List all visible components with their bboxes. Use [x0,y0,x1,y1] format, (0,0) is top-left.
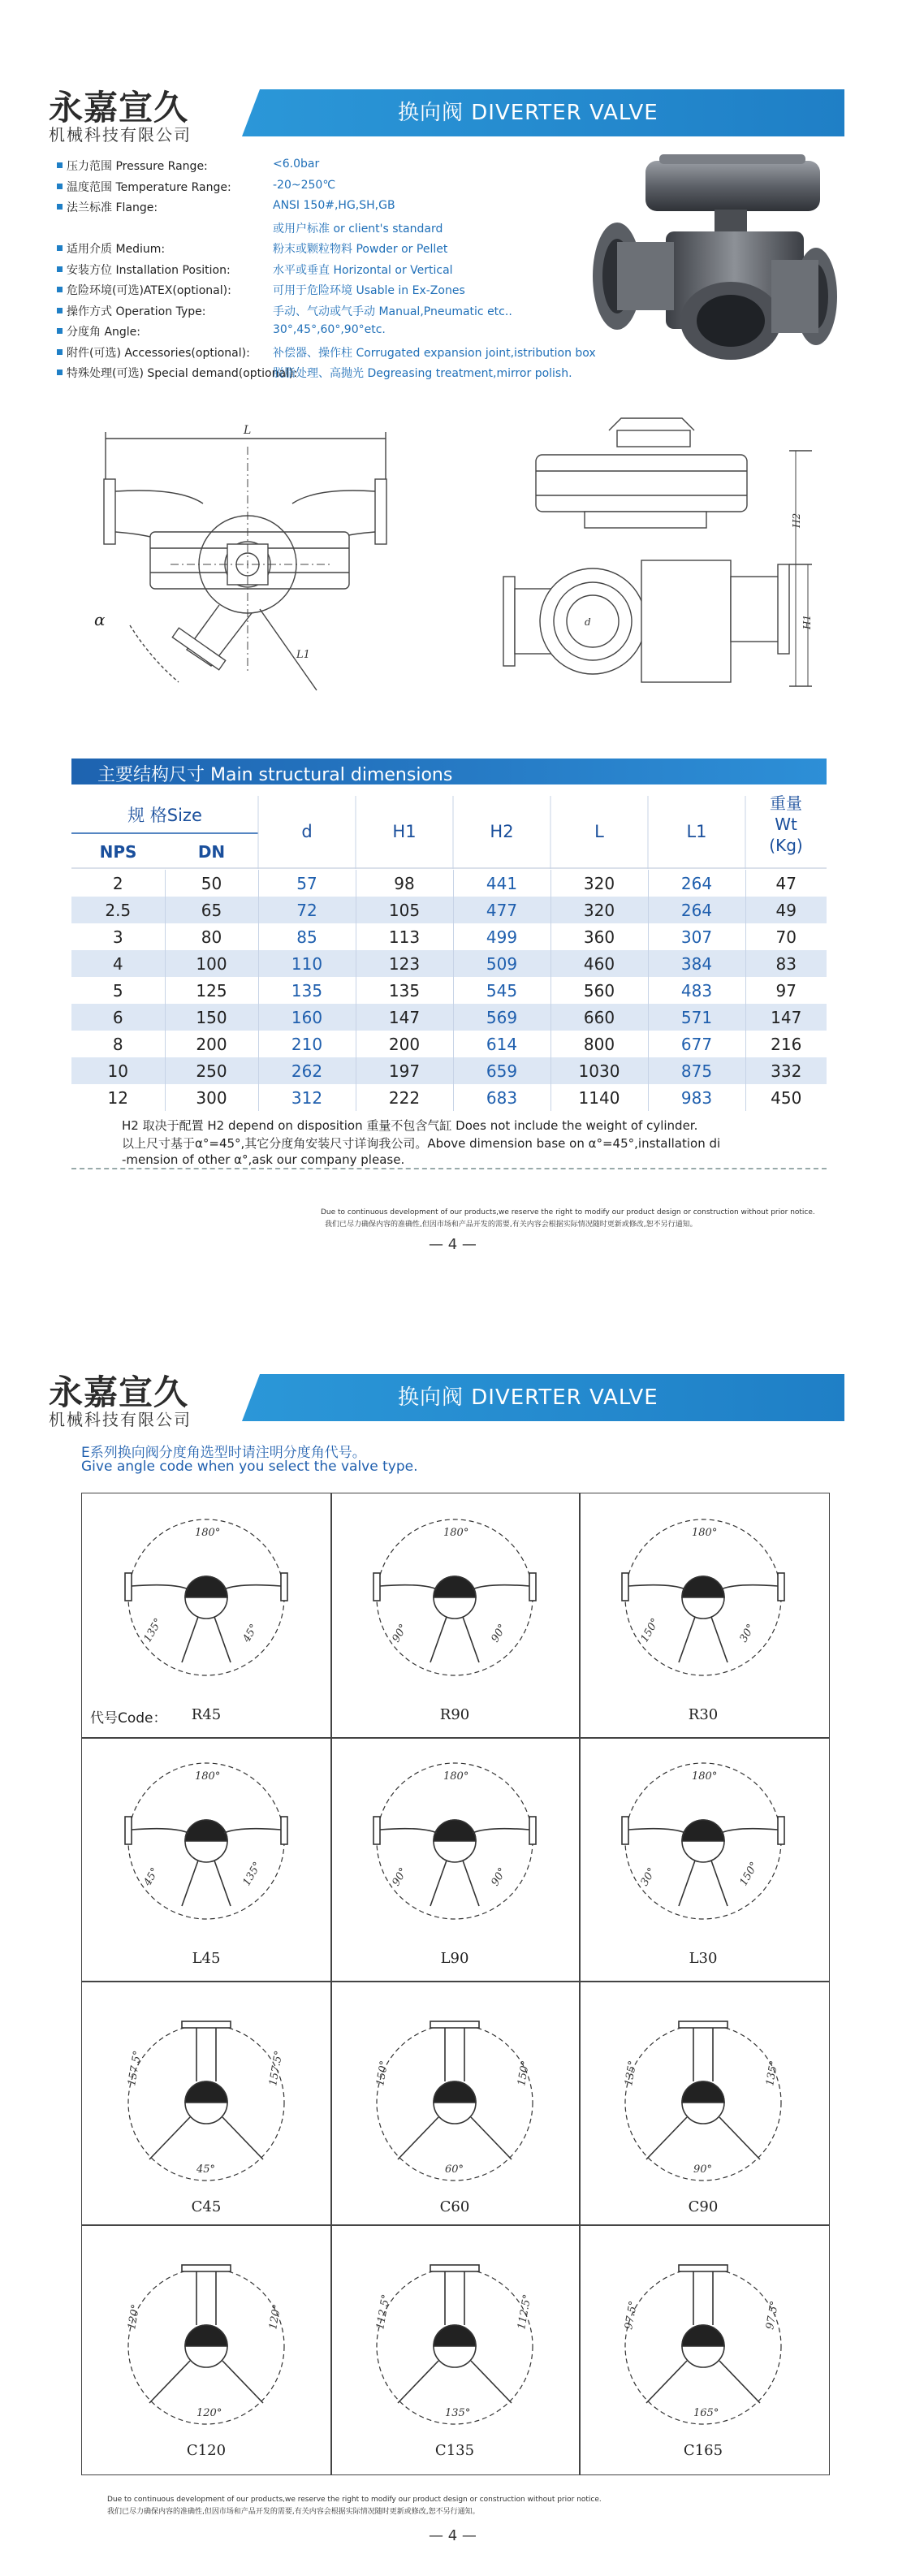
angle-diagram [579,1493,827,1737]
footer-disclaimer-en: Due to continuous development of our products,we reserve the right to modify our product design or construction without prior notice. [107,2496,602,2504]
footer-disclaimer-en: Due to continuous development of our products,we reserve the right to modify our product design or construction without prior notice. [321,1208,815,1217]
company-name: 机械科技有限公司 [49,1410,192,1429]
weight-en: Wt [775,815,797,834]
table-cell-h1: 222 [356,1084,453,1111]
page-title: 换向阀 DIVERTER VALVE [398,1385,658,1410]
table-cell-wt: 47 [745,870,827,897]
angle-label: 90° [489,1865,509,1888]
angle-label: 157.5° [267,2050,286,2087]
spec-item [57,365,641,386]
angle-label: 150° [638,1616,663,1645]
angle-label: 120° [126,2303,143,2331]
spec-value: 或用户标准 or client's standard [273,222,443,236]
table-cell-d: 210 [258,1031,356,1057]
table-cell-h2: 614 [453,1031,550,1057]
spec-value: 可用于危险环境 Usable in Ex-Zones [273,284,465,297]
dimension-d-label: d [585,616,591,628]
dashed-divider [71,1168,827,1169]
table-cell-h2: 441 [453,870,550,897]
spec-item [57,344,641,365]
angle-label: 97.5° [764,2300,782,2331]
table-cell-h1: 98 [356,870,453,897]
d-column-header: d [301,822,313,841]
table-cell-l: 1140 [550,1084,648,1111]
table-cell-l: 800 [550,1031,648,1057]
spec-value: 水平或垂直 Horizontal or Vertical [273,263,453,277]
spec-value: 粉末或颗粒物料 Powder or Pellet [273,243,448,256]
angle-label: 150° [374,2060,391,2087]
bullet-icon [57,245,63,251]
angle-label: 135° [623,2060,640,2087]
angle-label: 180° [692,1770,718,1783]
angle-diagram [330,1493,579,1737]
table-row [71,1031,827,1057]
table-cell-d: 110 [258,950,356,977]
weight-unit: (Kg) [769,836,803,855]
angle-label: 180° [692,1527,718,1539]
table-note-3: -mension of other α°,ask our company please. [122,1152,405,1167]
angle-cell [82,1493,330,1739]
company-logo-text: 永嘉宣久 [49,88,189,128]
page-title: 换向阀 DIVERTER VALVE [398,101,658,125]
angle-label: 30° [737,1622,758,1645]
table-cell-nps: 2 [71,870,165,897]
angle-label: 90° [390,1622,410,1645]
angle-code-grid [81,1493,830,2475]
table-cell-wt: 49 [745,897,827,923]
table-row [71,1057,827,1084]
angle-cell [579,1737,827,1982]
table-cell-wt: 83 [745,950,827,977]
spec-label: 安装方位 Installation Position: [67,263,231,277]
page-number: — 4 — [429,1236,477,1253]
table-cell-nps: 4 [71,950,165,977]
spec-item [57,282,641,303]
spec-label: 压力范围 Pressure Range: [67,160,208,173]
table-cell-l1: 983 [648,1084,745,1111]
code-prefix-label: 代号Code： [90,1710,167,1727]
table-cell-dn: 100 [165,950,258,977]
table-cell-dn: 65 [165,897,258,923]
angle-label: 60° [445,2163,464,2176]
weight-cn: 重量 [770,793,802,813]
table-cell-h1: 147 [356,1004,453,1031]
table-cell-dn: 80 [165,923,258,950]
angle-code-label: C90 [688,2198,719,2215]
spec-item [57,158,641,179]
table-cell-l1: 264 [648,897,745,923]
angle-code-label: C60 [439,2198,470,2215]
spec-item [57,261,641,283]
table-cell-d: 57 [258,870,356,897]
angle-cell [579,2224,827,2470]
footer-disclaimer-cn: 我们已尽力确保内容的准确性,但因市场和产品开发的需要,有关内容会根据实际情况随时更新或修改,恕不另行通知。 [325,1221,697,1229]
bullet-icon [57,204,63,210]
table-cell-h2: 509 [453,950,550,977]
table-cell-l1: 677 [648,1031,745,1057]
spec-item [57,303,641,324]
angle-label: 150° [516,2060,533,2087]
spec-label: 操作方式 Operation Type: [67,305,206,318]
table-cell-h2: 683 [453,1084,550,1111]
angle-diagram [82,1493,330,1737]
table-cell-dn: 200 [165,1031,258,1057]
table-cell-wt: 97 [745,977,827,1004]
table-cell-nps: 10 [71,1057,165,1084]
spec-label: 特殊处理(可选) Special demand(optional): [67,367,298,380]
angle-cell [330,1737,579,1982]
page-number: — 4 — [429,2527,477,2544]
company-name: 机械科技有限公司 [49,125,192,145]
table-cell-nps: 2.5 [71,897,165,923]
angle-note-en: Give angle code when you select the valve type. [81,1459,418,1475]
angle-label: 135° [240,1860,265,1888]
table-cell-nps: 5 [71,977,165,1004]
nps-column-header: NPS [99,842,137,862]
angle-code-label: L30 [689,1950,718,1967]
spec-item [57,179,641,200]
footer-disclaimer-cn: 我们已尽力确保内容的准确性,但因市场和产品开发的需要,有关内容会根据实际情况随时更新或修改,恕不另行通知。 [107,2508,480,2516]
page-header [49,1366,844,1431]
table-cell-l1: 571 [648,1004,745,1031]
table-cell-nps: 12 [71,1084,165,1111]
size-column-header: 规 格Size [127,806,202,825]
spec-value: 手动、气动或气手动 Manual,Pneumatic etc.. [273,305,512,318]
spec-item [57,323,641,344]
spec-value: 补偿器、操作柱 Corrugated expansion joint,istribution box [273,346,596,360]
table-cell-h2: 477 [453,897,550,923]
spec-label: 分度角 Angle: [67,326,141,339]
table-cell-dn: 125 [165,977,258,1004]
table-cell-l1: 483 [648,977,745,1004]
table-cell-d: 262 [258,1057,356,1084]
table-cell-wt: 332 [745,1057,827,1084]
page-header [49,81,844,146]
angle-cell [579,1981,827,2226]
table-cell-h2: 499 [453,923,550,950]
angle-label: 112.5° [374,2293,393,2331]
spec-item [57,240,641,261]
angle-label: 135° [764,2060,781,2087]
angle-code-label: R30 [688,1706,719,1723]
front-view-drawing [89,414,430,715]
table-cell-wt: 216 [745,1031,827,1057]
angle-label: 180° [195,1770,221,1783]
bullet-icon [57,349,63,355]
table-cell-l: 560 [550,977,648,1004]
table-cell-h1: 113 [356,923,453,950]
table-cell-nps: 8 [71,1031,165,1057]
l-column-header: L [594,822,604,841]
l1-column-header: L1 [686,822,707,841]
bullet-icon [57,287,63,292]
angle-label: 45° [141,1865,162,1888]
angle-label: 30° [638,1865,658,1888]
table-cell-dn: 250 [165,1057,258,1084]
table-cell-l: 360 [550,923,648,950]
angle-label: 45° [240,1622,261,1645]
angle-diagram [330,1737,579,1981]
side-view-drawing [487,406,828,715]
dimensions-table [71,870,827,1111]
angle-label: 120° [196,2407,222,2419]
h1-column-header: H1 [392,822,417,841]
angle-cell [330,2224,579,2470]
table-row [71,870,827,897]
angle-code-label: C45 [191,2198,222,2215]
angle-label: 90° [489,1622,509,1645]
angle-diagram [579,1981,827,2224]
table-row [71,977,827,1004]
table-note-2: 以上尺寸基于α°=45°,其它分度角安装尺寸详询我公司。Above dimension base on α°=45°,installation di [122,1136,721,1151]
table-cell-h1: 123 [356,950,453,977]
angle-diagram [82,2224,330,2468]
spec-label: 温度范围 Temperature Range: [67,180,231,194]
table-cell-l: 1030 [550,1057,648,1084]
spec-item [57,220,641,241]
angle-cell [330,1493,579,1739]
dimension-l-label: L [244,424,252,437]
table-note-1: H2 取决于配置 H2 depend on disposition 重量不包含气缸 Does not include the weight of cylinder. [122,1118,698,1133]
angle-code-label: R45 [191,1706,222,1723]
angle-diagram [579,1737,827,1981]
spec-value: 30°,45°,60°,90°etc. [273,323,386,336]
angle-label: 97.5° [623,2300,641,2331]
angle-code-label: L45 [192,1950,221,1967]
dimension-l1-label: L1 [296,649,310,661]
angle-note-cn: E系列换向阀分度角选型时请注明分度角代号。 [81,1445,366,1461]
angle-label: 180° [195,1527,221,1539]
table-cell-h2: 659 [453,1057,550,1084]
table-cell-wt: 450 [745,1084,827,1111]
angle-label: 135° [141,1616,166,1645]
angle-diagram [579,2224,827,2468]
angle-diagram [82,1737,330,1981]
table-cell-l: 320 [550,870,648,897]
h2-column-header: H2 [490,822,514,841]
angle-label: 90° [390,1865,410,1888]
angle-diagram [330,1981,579,2224]
table-cell-l1: 875 [648,1057,745,1084]
table-cell-nps: 3 [71,923,165,950]
angle-label: 112.5° [516,2293,534,2331]
table-cell-dn: 50 [165,870,258,897]
angle-alpha-label: α [94,610,106,629]
table-cell-l: 460 [550,950,648,977]
table-cell-d: 312 [258,1084,356,1111]
angle-cell [82,1981,330,2226]
spec-value: -20~250℃ [273,178,336,192]
table-cell-dn: 300 [165,1084,258,1111]
angle-label: 120° [267,2303,284,2331]
table-row [71,950,827,977]
table-cell-h2: 545 [453,977,550,1004]
spec-value: 脱脂处理、高抛光 Degreasing treatment,mirror polish. [273,367,572,380]
angle-cell [82,2224,330,2470]
table-cell-dn: 150 [165,1004,258,1031]
dn-column-header: DN [197,842,226,862]
table-cell-h1: 197 [356,1057,453,1084]
spec-item [57,199,641,220]
table-cell-d: 135 [258,977,356,1004]
bullet-icon [57,184,63,189]
spec-label: 法兰标准 Flange: [67,201,158,214]
page-2 [0,1288,911,2576]
bullet-icon [57,266,63,272]
table-cell-wt: 70 [745,923,827,950]
table-cell-l1: 264 [648,870,745,897]
table-cell-wt: 147 [745,1004,827,1031]
dimension-h2-label: H2 [791,512,802,528]
table-cell-nps: 6 [71,1004,165,1031]
table-cell-l1: 307 [648,923,745,950]
spec-value: ANSI 150#,HG,SH,GB [273,199,395,212]
bullet-icon [57,308,63,313]
angle-code-label: R90 [439,1706,470,1723]
bullet-icon [57,162,63,168]
angle-code-label: C165 [683,2442,723,2459]
bullet-icon [57,370,63,375]
angle-cell [579,1493,827,1739]
angle-label: 150° [737,1860,762,1888]
spec-list [57,158,641,386]
angle-label: 180° [443,1770,469,1783]
angle-label: 90° [693,2163,713,2176]
angle-label: 157.5° [126,2050,145,2087]
dimension-h1-label: H1 [801,614,813,629]
table-cell-h1: 135 [356,977,453,1004]
table-title: 主要结构尺寸 Main structural dimensions [97,765,453,785]
table-cell-h1: 105 [356,897,453,923]
table-row [71,1004,827,1031]
angle-diagram [330,2224,579,2468]
angle-cell [82,1737,330,1982]
table-row [71,897,827,923]
spec-label: 附件(可选) Accessories(optional): [67,346,250,360]
bullet-icon [57,328,63,334]
angle-label: 135° [445,2407,471,2419]
angle-code-label: C120 [186,2442,227,2459]
angle-label: 45° [196,2163,216,2176]
angle-label: 165° [693,2407,719,2419]
company-logo-text: 永嘉宣久 [49,1372,189,1412]
table-row [71,923,827,950]
table-cell-h1: 200 [356,1031,453,1057]
spec-label: 适用介质 Medium: [67,243,166,256]
angle-code-label: L90 [440,1950,469,1967]
table-cell-l: 660 [550,1004,648,1031]
spec-value: <6.0bar [273,158,320,171]
table-cell-h2: 569 [453,1004,550,1031]
valve-render-image [568,154,844,374]
table-cell-l1: 384 [648,950,745,977]
table-cell-d: 85 [258,923,356,950]
angle-cell [330,1981,579,2226]
table-cell-l: 320 [550,897,648,923]
table-cell-d: 160 [258,1004,356,1031]
table-cell-d: 72 [258,897,356,923]
angle-label: 180° [443,1527,469,1539]
angle-diagram [82,1981,330,2224]
spec-label: 危险环境(可选)ATEX(optional): [67,284,231,297]
weight-column-header [745,793,827,856]
table-row [71,1084,827,1111]
angle-code-label: C135 [434,2442,475,2459]
